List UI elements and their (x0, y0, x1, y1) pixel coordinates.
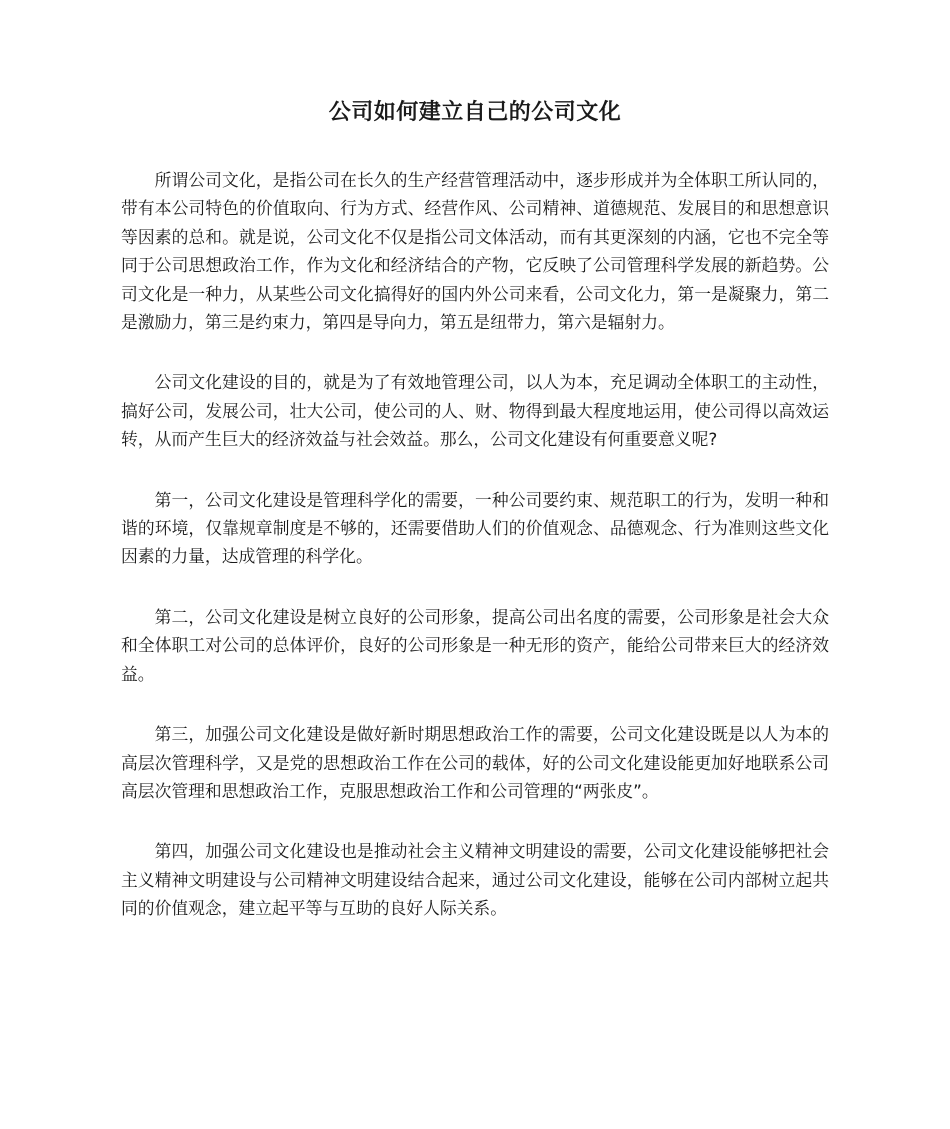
document-title: 公司如何建立自己的公司文化 (328, 100, 622, 125)
paragraph-point-three: 第三，加强公司文化建设是做好新时期思想政治工作的需要，公司文化建设既是以人为本的高层次管理科学，又是党的思想政治工作在公司的载体，好的公司文化建设能更加好地联系公司高层次管理和思想政治工作，克服思想政治工作和公司管理的“两张皮”。 (121, 724, 829, 801)
paragraph-point-two: 第二，公司文化建设是树立良好的公司形象，提高公司出名度的需要，公司形象是社会大众和全体职工对公司的总体评价，良好的公司形象是一种无形的资产，能给公司带来巨大的经济效益。 (121, 606, 829, 684)
paragraph-point-four: 第四，加强公司文化建设也是推动社会主义精神文明建设的需要，公司文化建设能够把社会主义精神文明建设与公司精神文明建设结合起来，通过公司文化建设，能够在公司内部树立起共同的价值观念，建立起平等与互助的良好人际关系。 (121, 841, 829, 919)
paragraph-point-one: 第一，公司文化建设是管理科学化的需要，一种公司要约束、规范职工的行为，发明一种和谐的环境，仅靠规章制度是不够的，还需要借助人们的价值观念、品德观念、行为准则这些文化因素的力量，达成管理的科学化。 (121, 489, 829, 567)
document-body (121, 166, 829, 955)
paragraph-purpose: 公司文化建设的目的，就是为了有效地管理公司，以人为本，充足调动全体职工的主动性，搞好公司，发展公司，壮大公司，使公司的人、财、物得到最大程度地运用，使公司得以高效运转，从而产生巨大的经济效益与社会效益。那么，公司文化建设有何重要意义呢? (121, 372, 829, 450)
paragraph-definition: 所谓公司文化，是指公司在长久的生产经营管理活动中，逐步形成并为全体职工所认同的，带有本公司特色的价值取向、行为方式、经营作风、公司精神、道德规范、发展目的和思想意识等因素的总和。就是说，公司文化不仅是指公司文体活动，而有其更深刻的内涵，它也不完全等同于公司思想政治工作，作为文化和经济结合的产物，它反映了公司管理科学发展的新趋势。公司文化是一种力，从某些公司文化搞得好的国内外公司来看，公司文化力，第一是凝聚力，第二是激励力，第三是约束力，第四是导向力，第五是纽带力，第六是辐射力。 (121, 170, 829, 333)
